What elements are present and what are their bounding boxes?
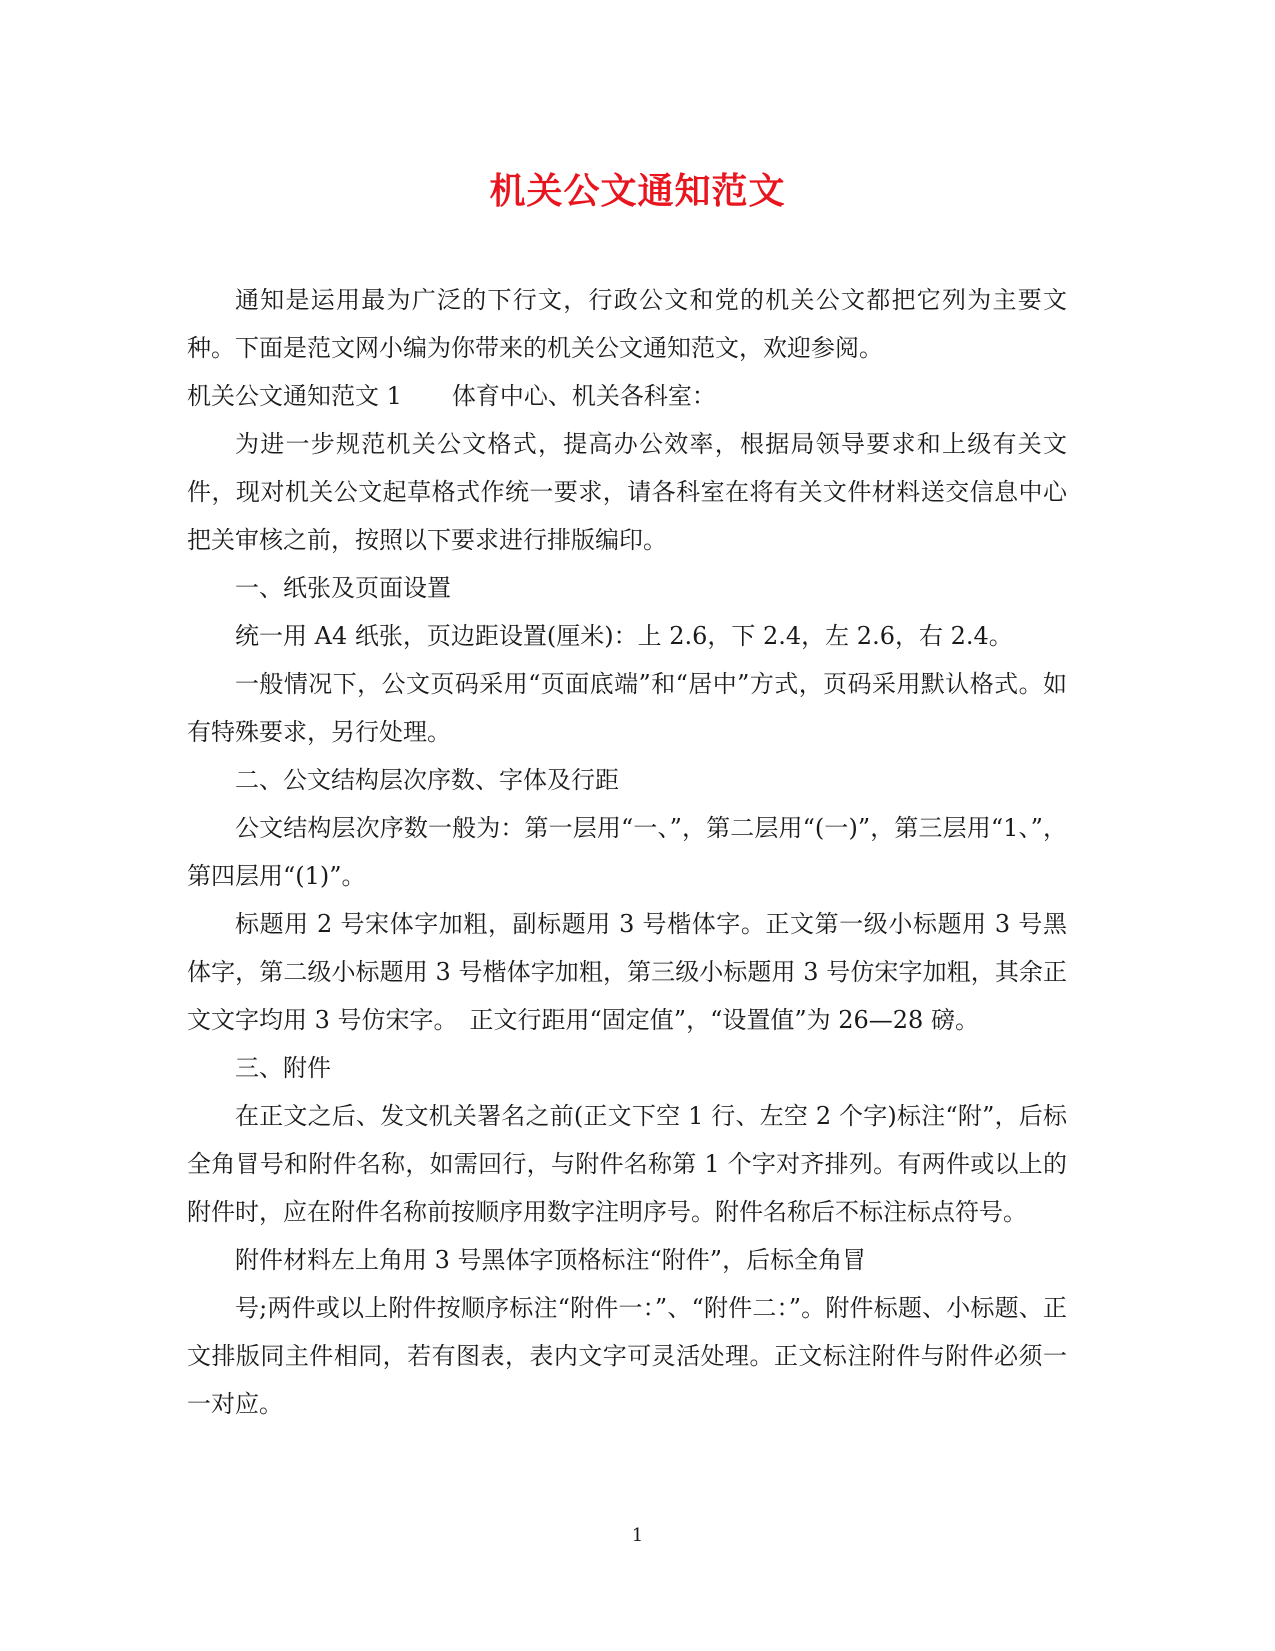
page-number: 1 xyxy=(631,1525,644,1546)
document-body xyxy=(187,276,1067,1428)
section-heading-structure: 二、公文结构层次序数、字体及行距 xyxy=(235,766,619,794)
paragraph-attachment-label: 附件材料左上角用 3 号黑体字顶格标注“附件”，后标全角冒 xyxy=(235,1246,867,1274)
notice-heading: 机关公文通知范文 1 xyxy=(187,382,402,410)
paragraph-attachment-layout: 号;两件或以上附件按顺序标注“附件一：”、“附件二：”。附件标题、小标题、正文排版同主件相同，若有图表，表内文字可灵活处理。正文标注附件与附件必须一一对应。 xyxy=(187,1294,1067,1418)
paragraph-page-numbers: 一般情况下，公文页码采用“页面底端”和“居中”方式，页码采用默认格式。如有特殊要求，另行处理。 xyxy=(187,670,1067,746)
intro-paragraph: 通知是运用最为广泛的下行文，行政公文和党的机关公文都把它列为主要文种。下面是范文网小编为你带来的机关公文通知范文，欢迎参阅。 xyxy=(187,286,1067,362)
section-heading-paper: 一、纸张及页面设置 xyxy=(235,574,451,602)
paragraph-paper-margins: 统一用 A4 纸张，页边距设置(厘米)：上 2.6，下 2.4，左 2.6，右 2.4。 xyxy=(235,622,1013,650)
notice-recipients: 体育中心、机关各科室： xyxy=(451,382,716,410)
paragraph-numbering-levels: 公文结构层次序数一般为：第一层用“一、”，第二层用“(一)”，第三层用“1、”，第四层用“(1)”。 xyxy=(187,814,1067,890)
section-heading-attachments: 三、附件 xyxy=(235,1054,331,1082)
document-title: 机关公文通知范文 xyxy=(489,170,786,212)
paragraph-fonts-spacing: 标题用 2 号宋体字加粗，副标题用 3 号楷体字。正文第一级小标题用 3 号黑体字，第二级小标题用 3 号楷体字加粗，第三级小标题用 3 号仿宋字加粗，其余正文文字均用 3 号仿宋字。 正文行距用“固定值”，“设置值”为 26—28 磅。 xyxy=(187,910,1067,1034)
paragraph-attachment-notation: 在正文之后、发文机关署名之前(正文下空 1 行、左空 2 个字)标注“附”，后标全角冒号和附件名称，如需回行，与附件名称第 1 个字对齐排列。有两件或以上的附件时，应在附件名称前按顺序用数字注明序号。附件名称后不标注标点符号。 xyxy=(187,1102,1067,1226)
heading-line xyxy=(187,372,1067,420)
paragraph-purpose: 为进一步规范机关公文格式，提高办公效率，根据局领导要求和上级有关文件，现对机关公文起草格式作统一要求，请各科室在将有关文件材料送交信息中心把关审核之前，按照以下要求进行排版编印。 xyxy=(187,430,1067,554)
